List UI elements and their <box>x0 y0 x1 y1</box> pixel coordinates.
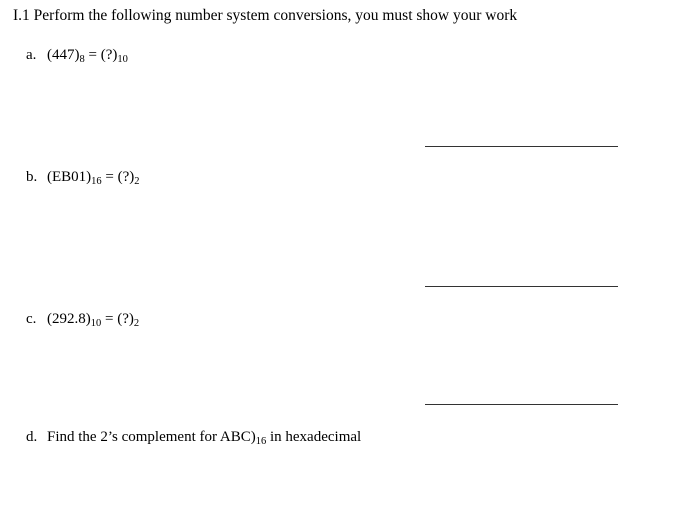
question-c <box>26 309 139 331</box>
base-subscript: 16 <box>255 436 267 447</box>
question-d <box>26 427 361 449</box>
question-number: (292.8) <box>47 311 91 327</box>
answer-line-c <box>425 404 618 405</box>
base-from: 10 <box>90 318 102 329</box>
question-number: (EB01) <box>47 169 92 185</box>
question-equals: = (?) <box>101 169 135 185</box>
question-text: Find the 2’s complement for ABC) <box>47 429 256 445</box>
question-b <box>26 167 140 189</box>
answer-line-a <box>425 146 618 147</box>
question-letter: c. <box>26 311 37 327</box>
question-letter: a. <box>26 47 37 63</box>
question-text-end: in hexadecimal <box>266 429 362 445</box>
question-letter: d. <box>26 429 38 445</box>
base-to: 10 <box>117 54 128 65</box>
answer-line-b <box>425 286 618 287</box>
question-equals: = (?) <box>84 47 118 63</box>
section-heading: I.1 Perform the following number system conversions, you must show your work <box>13 7 518 24</box>
question-equals: = (?) <box>101 311 134 327</box>
base-from: 16 <box>91 176 102 187</box>
base-to: 2 <box>134 176 140 187</box>
question-number: (447) <box>47 47 80 63</box>
question-a <box>26 45 128 67</box>
question-letter: b. <box>26 169 38 185</box>
base-from: 8 <box>79 54 85 65</box>
base-to: 2 <box>133 318 140 329</box>
